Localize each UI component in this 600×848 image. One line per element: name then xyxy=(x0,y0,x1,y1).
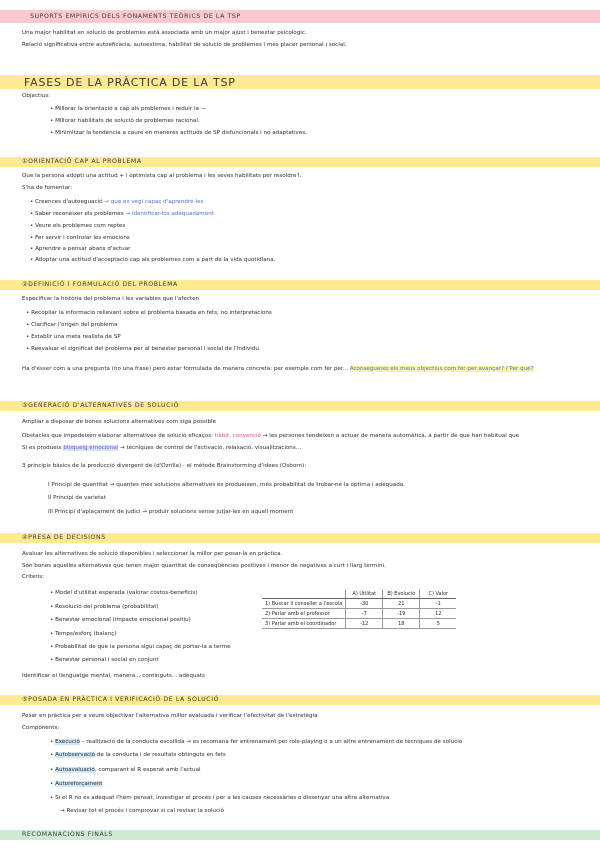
s4-item: • Model d'utilitat esperada (valorar costos-beneficis) xyxy=(50,590,197,597)
section1-line: Que la persona adopti una actitud + i optimista cap al problema i les seves habilitats per resoldre'l. xyxy=(22,173,302,179)
table-cell: -12 xyxy=(346,619,383,629)
s1-item: • Adoptar una actitud d'acceptació cap als problemes com a part de la vida quotidiana. xyxy=(30,257,275,264)
table-row xyxy=(262,609,456,619)
s5-subnote: → Revisar tot el procés i comprovar si cal revisar la solució xyxy=(60,808,225,814)
objectives-label: Objectius: xyxy=(22,93,51,99)
s1-item: • Aprendre a pensar abans d'actuar xyxy=(30,246,130,253)
table-cell: 3) Parlar amb el coordinador xyxy=(262,619,346,629)
s2-item: • Clarificar l'origen del problema xyxy=(26,322,118,329)
table-row xyxy=(262,619,456,629)
s1-item: • Fer servir i controlar les emocions xyxy=(30,235,130,242)
table-row xyxy=(262,599,456,609)
section5-title: ⑤POSADA EN PRÀCTICA I VERIFICACIÓ DE LA SOLUCIÓ xyxy=(22,696,220,703)
s5-components-label: Components: xyxy=(22,725,60,731)
s3-line: Ampliar a disposar de bones solucions alternatives com siga possible xyxy=(22,419,217,425)
s3-line: 3 principis bàsics de la producció divergent de (d'Ozrilla) - el mètode Brainstorming d'idees (Osborn): xyxy=(22,463,307,469)
s5-item: • Autoavaluació, comparant el R esperat amb l'actual xyxy=(50,767,201,774)
table-cell: 12 xyxy=(420,609,457,619)
section1-line: S'ha de fomentar: xyxy=(22,185,73,191)
s5-item: • Autoreforçament xyxy=(50,781,102,788)
s4-line: Són bones aquelles alternatives que tenen major quantitat de conseqüències positives i menor de negatives a curt i llarg termini. xyxy=(22,563,386,569)
s4-item: • Probabilitat de que la persona sigui capaç de portar-la a terme xyxy=(50,644,231,651)
s5-item: • Si el R no és adequat l'hem pensat, investigar el procés i per a les causes necessàries o dissenyar una altra alternativa xyxy=(50,795,389,802)
s5-item: • Execució – realització de la conducta escollida → es recomana fer entrenament per role-playing o a un altre entrenament de tècniques de solució xyxy=(50,739,462,746)
table-header-row xyxy=(262,589,456,599)
table-header-cell: B) Evolució xyxy=(383,589,420,599)
s4-line: Avaluar les alternatives de solució disponibles i seleccionar la millor per posar-la en pràctica. xyxy=(22,551,283,557)
phases-title: FASES DE LA PRÀCTICA DE LA TSP xyxy=(24,76,236,89)
s4-item: • Benestar personal i social en conjunt xyxy=(50,657,159,664)
table-header-cell: A) Utilitat xyxy=(346,589,383,599)
section3-title: ③GENERACIÓ D'ALTERNATIVES DE SOLUCIÓ xyxy=(22,402,179,409)
s1-item: • Saber reconèixer els problemes → identificar-los adequadament xyxy=(30,211,214,218)
table-cell: -19 xyxy=(383,609,420,619)
footer-title: RECOMANACIONS FINALS xyxy=(22,831,113,838)
s5-line: Posar en pràctica per a veure objectivar l'alternativa millor avaluada i verificar l'efectivitat de l'estratègia xyxy=(22,713,318,719)
s4-item: • Resolució del problema (probabilitat) xyxy=(50,604,159,611)
table-cell: -7 xyxy=(346,609,383,619)
s1-item: • Creences d'autoeguació → que es vegi capaç d'aprendre-les xyxy=(30,199,204,206)
s4-item: • Benestar emocional (impacte emocional positiu) xyxy=(50,617,191,624)
objective-item: • Millorar habilitats de solució de problemes racional. xyxy=(50,118,200,125)
s5-item: • Autobservació de la conducta i de resultats obtinguts en fets xyxy=(50,752,226,759)
s4-final: Identificar el llenguatge mental, manera... continguts... adequats xyxy=(22,673,205,679)
table-cell: -1 xyxy=(420,599,457,609)
s3-principle: III Principi d'aplaçament de judici → produir solucions sense jutjar-les en aquell moment xyxy=(48,509,294,515)
s4-item: • Temps/esforç (balanç) xyxy=(50,631,117,638)
s3-line: Obstacles que impedeixen elaborar alternatives de solució eficaços: hàbit, convenció → les persones tendeixen a actuar de manera automàtica, a partir de que han habitual que xyxy=(22,433,520,439)
intro-line: Una major habilitat en solució de problemes està associada amb un major ajust i benestar psicològic. xyxy=(22,30,307,36)
table-cell: 2) Parlar amb el professor xyxy=(262,609,346,619)
section1-title: ①ORIENTACIÓ CAP AL PROBLEMA xyxy=(22,158,142,165)
table-cell: -30 xyxy=(346,599,383,609)
objective-item: • Millorar la orientació a cap als problemes i reduir la — xyxy=(50,106,206,113)
table-header-cell: C) Valor xyxy=(420,589,457,599)
table-cell: 5 xyxy=(420,619,457,629)
s2-item: • Recopilar la informació rellevant sobre el problema basada en fets, no interpretacions xyxy=(26,310,272,317)
intro-line: Relació significativa entre autoeficàcia, autoestima, habilitat de solució de problemes i més placer personal i social. xyxy=(22,42,347,48)
header-title: SUPORTS EMPÍRICS DELS FONAMENTS TEÒRICS DE LA TSP xyxy=(30,13,241,20)
section4-title: ④PRESA DE DECISIONS xyxy=(22,534,106,541)
s3-principle: II Principi de varietat xyxy=(48,495,106,501)
table-cell: 1) Buscar li conseller a l'escola xyxy=(262,599,346,609)
objective-item: • Minimitzar la tendència a caure en maneres actituds de SP disfuncionals i no adaptatives. xyxy=(50,130,307,137)
table-header-cell xyxy=(262,589,346,599)
s4-criteria-label: Criteris: xyxy=(22,574,45,580)
section2-line: Especificar la història del problema i les variables que l'afecten xyxy=(22,296,200,302)
decision-table xyxy=(262,589,456,629)
table-cell: 18 xyxy=(383,619,420,629)
s2-item: • Establir una meta realista de SP xyxy=(26,334,121,341)
s2-item: • Reevaluar el significat del problema per al benestar personal i social de l'individu xyxy=(26,346,259,353)
s1-item: • Veure els problemes com reptes xyxy=(30,223,125,230)
s2-question: Ha d'ésser com a una pregunta (no una frase) però estar formulada de manera concreta: per exemple com fer per... Aconsegueixo els meus objectius com fer per avançar? / Per què? xyxy=(22,366,534,372)
table-cell: 21 xyxy=(383,599,420,609)
section2-title: ②DEFINICIÓ I FORMULACIÓ DEL PROBLEMA xyxy=(22,281,178,288)
s3-line: Si es produeix bloqueig emocional → tècniques de control de l'activació, relaxació, visualitzacions... xyxy=(22,445,302,451)
s3-principle: I Principi de quantitat → quantes més solucions alternatives es produeixen, més probabilitat de trobar-ne la òptima i adequada. xyxy=(48,482,405,488)
